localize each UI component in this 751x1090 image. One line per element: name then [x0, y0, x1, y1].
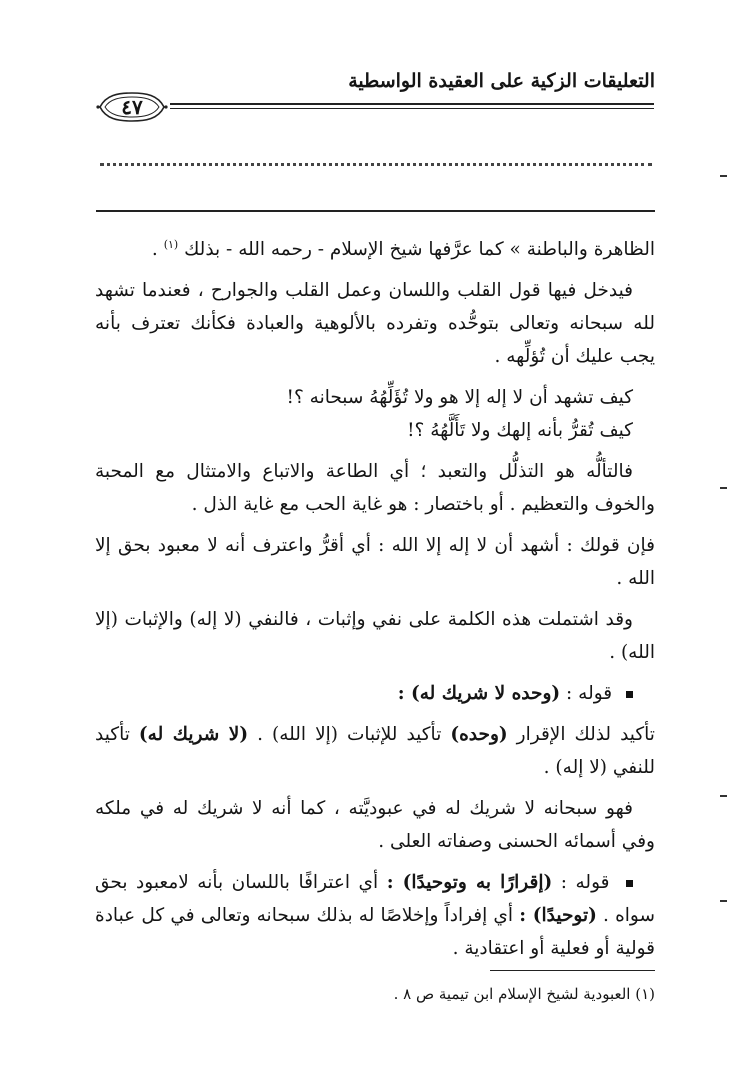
paragraph: كيف تُقرُّ بأنه إلهك ولا تَأَلَّهُهُ ؟! — [407, 420, 633, 442]
quoted-text: (إقرارًا به وتوحيدًا) : — [386, 872, 553, 894]
footnote-ref: (١) — [163, 238, 179, 251]
commentary-heading — [95, 866, 655, 965]
dotted-separator — [100, 163, 652, 166]
commentary-heading — [95, 677, 655, 710]
paragraph: فيدخل فيها قول القلب واللسان وعمل القلب والجوارح ، فعندما تشهد لله سبحانه وتعالى بتوحُّده وتفرده بالألوهية والعبادة فكأنك تعترف بأنه يجب عليك أن تُؤلِّهه . — [95, 280, 655, 368]
paragraph-text: تأكيد للإثبات (إلا الله) . — [257, 724, 442, 746]
paragraph-text: تأكيد لذلك الإقرار — [516, 724, 655, 746]
main-text — [95, 228, 655, 973]
paragraph: الظاهرة والباطنة » كما عرَّفها شيخ الإسلام - رحمه الله - بذلك $^{(١)}$ . — [151, 238, 655, 261]
paragraph-text: تأكيد للنفي (لا إله) . — [95, 724, 655, 779]
footnote-rule — [490, 970, 655, 971]
header-rule — [170, 103, 654, 109]
paragraph-text: أي اعترافًا باللسان بأنه لامعبود بحق سواه . — [95, 872, 655, 927]
quoted-text: (توحيدًا) : — [519, 905, 597, 927]
page-number-ornament — [96, 91, 168, 123]
quote-lead: قوله : — [560, 872, 610, 894]
margin-mark — [720, 900, 727, 902]
book-title: التعليقات الزكية على العقيدة الواسطية — [348, 70, 655, 92]
margin-mark — [720, 487, 727, 489]
quoted-text: (لا شريك له) — [138, 724, 249, 746]
paragraph: فالتألُّه هو التذلُّل والتعبد ؛ أي الطاعة والاتباع والامتثال مع المحبة والخوف والتعظيم . أو باختصار : هو غاية الحب مع غاية الذل . — [95, 461, 655, 516]
paragraph: فهو سبحانه لا شريك له في عبوديَّته ، كما أنه لا شريك له في ملكه وفي أسمائه الحسنى وصفاته العلى . — [95, 798, 655, 853]
margin-mark — [720, 175, 727, 177]
paragraph: فإن قولك : أشهد أن لا إله إلا الله : أي أقرُّ واعترف أنه لا معبود بحق إلا الله . — [95, 535, 655, 590]
quoted-text: (وحده لا شريك له) : — [397, 683, 561, 705]
quote-lead: قوله : — [566, 683, 613, 705]
margin-mark — [720, 795, 727, 797]
paragraph-text: الظاهرة والباطنة » كما عرَّفها شيخ الإسلام - رحمه الله - بذلك — [184, 239, 655, 261]
paragraph-text: أي إفراداً وإخلاصًا له بذلك سبحانه وتعالى في كل عبادة قولية أو فعلية أو اعتقادية . — [95, 905, 655, 960]
paragraph: وقد اشتملت هذه الكلمة على نفي وإثبات ، فالنفي (لا إله) والإثبات (إلا الله) . — [95, 609, 655, 664]
footnote: (١) العبودية لشيخ الإسلام ابن تيمية ص ٨ . — [393, 985, 655, 1003]
paragraph: كيف تشهد أن لا إله إلا هو ولا تُؤَلِّهُهُ سبحانه ؟! — [286, 387, 633, 409]
quoted-text: (وحده) — [450, 724, 508, 746]
paragraph — [95, 718, 655, 784]
content-top-rule — [96, 210, 655, 212]
page-number: ٤٧ — [121, 95, 143, 119]
